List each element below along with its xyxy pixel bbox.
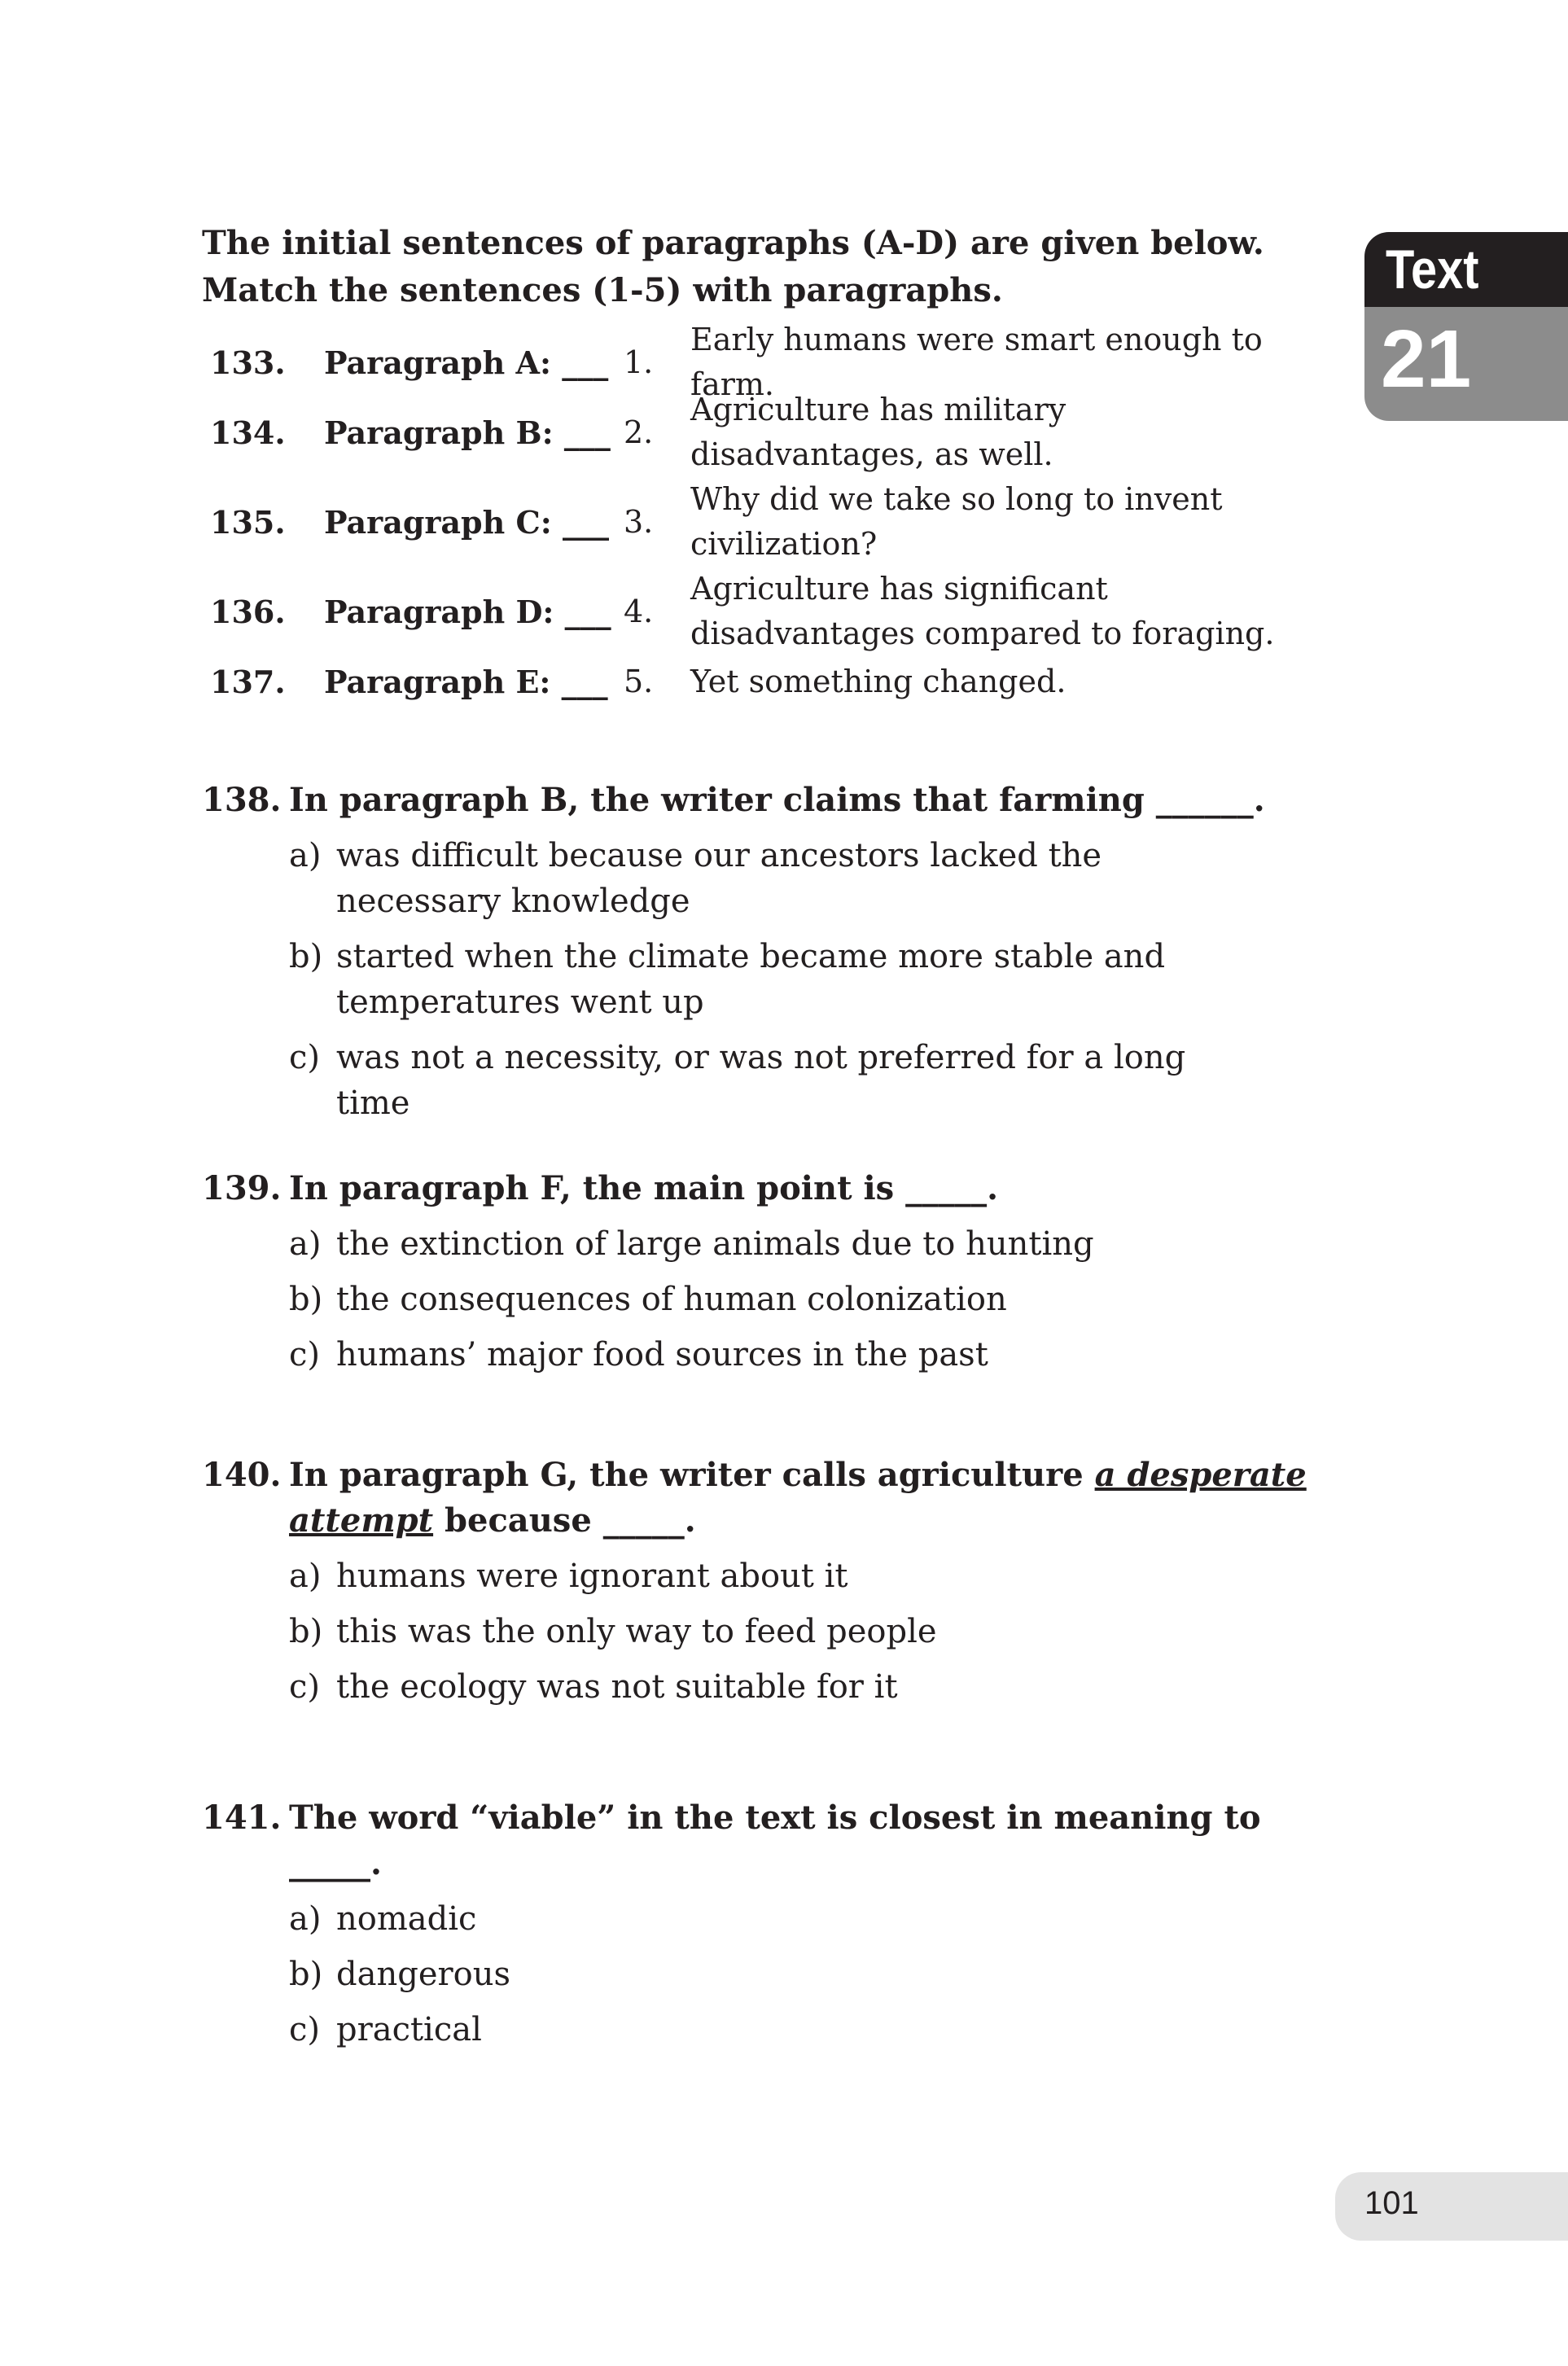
tab-title: Text [1386, 239, 1479, 300]
answer-option[interactable] [289, 1952, 1342, 1997]
question-number: 138. [202, 781, 282, 819]
question-stem [202, 1452, 1342, 1544]
question-text [289, 1452, 1342, 1544]
answer-options [289, 1896, 1342, 2053]
option-text: nomadic [336, 1900, 477, 1938]
stem-before: In paragraph G, the writer calls agriculture [289, 1456, 1095, 1494]
matching-instructions: The initial sentences of paragraphs (A-D) are given below. Match the sentences (1-5) with paragraphs. [202, 224, 1264, 309]
matching-row [210, 567, 1342, 656]
option-letter: a) [289, 1900, 322, 1938]
question-number: 140. [202, 1456, 282, 1494]
paragraph-blank: Paragraph D: ___ [324, 593, 611, 630]
answer-option[interactable] [289, 2007, 1342, 2053]
question-number: 136. [210, 593, 286, 630]
stem-after: because _____. [433, 1501, 696, 1540]
option-text: was not a necessity, or was not preferred for a long time [336, 1039, 1186, 1122]
sentence-text: Early humans were smart enough to farm. [690, 322, 1263, 402]
question-number: 141. [202, 1799, 282, 1837]
option-text: dangerous [336, 1956, 510, 1993]
question-number: 137. [210, 663, 286, 700]
option-letter: a) [289, 1558, 322, 1595]
page-number: 101 [1364, 2185, 1419, 2221]
option-text: humans’ major food sources in the past [336, 1336, 988, 1374]
sentence-number: 1. [624, 344, 654, 380]
page-number-tab [1335, 2172, 1568, 2241]
question-stem [202, 778, 1342, 823]
paragraph-blank: Paragraph B: ___ [324, 414, 611, 451]
answer-option[interactable] [289, 1332, 1342, 1378]
option-letter: a) [289, 837, 322, 874]
sentence-number: 5. [624, 663, 654, 699]
question-number: 139. [202, 1169, 282, 1207]
option-text: humans were ignorant about it [336, 1558, 848, 1595]
answer-option[interactable] [289, 934, 1342, 1025]
option-text: practical [336, 2011, 482, 2048]
matching-row [210, 656, 1342, 707]
answer-option[interactable] [289, 1896, 1342, 1942]
answer-option[interactable] [289, 1277, 1342, 1322]
sentence-text: Agriculture has significant disadvantages compared to foraging. [690, 571, 1275, 651]
answer-options [289, 1221, 1342, 1378]
option-text: was difficult because our ancestors lacked the necessary knowledge [336, 837, 1102, 920]
option-letter: a) [289, 1225, 322, 1263]
paragraph-blank: Paragraph A: ___ [324, 344, 609, 381]
paragraph-blank: Paragraph E: ___ [324, 663, 608, 700]
sentence-number: 3. [624, 503, 654, 540]
option-letter: c) [289, 1668, 321, 1706]
sentence-text: Agriculture has military disadvantages, as well. [690, 392, 1067, 472]
answer-options [289, 1553, 1342, 1710]
question-141 [202, 1795, 1342, 2062]
matching-row [210, 477, 1342, 567]
option-text: this was the only way to feed people [336, 1613, 937, 1650]
answer-option[interactable] [289, 1035, 1342, 1126]
sentence-text: Why did we take so long to invent civilization? [690, 481, 1223, 562]
sentence-text: Yet something changed. [690, 663, 1067, 699]
option-text: the extinction of large animals due to hunting [336, 1225, 1094, 1263]
question-text: The word “viable” in the text is closest in meaning to _____. [289, 1799, 1261, 1882]
option-letter: c) [289, 1336, 321, 1374]
question-text: In paragraph B, the writer claims that farming ______. [289, 781, 1265, 819]
question-140 [202, 1452, 1342, 1720]
option-letter: b) [289, 1956, 323, 1993]
question-number: 135. [210, 503, 286, 541]
text-section-tab [1364, 232, 1568, 421]
answer-option[interactable] [289, 833, 1342, 924]
matching-table [210, 322, 1342, 707]
matching-row [210, 388, 1342, 477]
question-stem [202, 1166, 1342, 1211]
question-number: 133. [210, 344, 286, 381]
answer-option[interactable] [289, 1609, 1342, 1654]
option-text: started when the climate became more stable and temperatures went up [336, 938, 1166, 1021]
question-139 [202, 1166, 1342, 1387]
option-text: the ecology was not suitable for it [336, 1668, 898, 1706]
question-text: In paragraph F, the main point is _____. [289, 1169, 999, 1207]
tab-number: 21 [1381, 313, 1472, 405]
question-stem [202, 1795, 1342, 1886]
stem-emphasis: a desperate attempt [289, 1456, 1307, 1540]
answer-option[interactable] [289, 1664, 1342, 1710]
sentence-number: 4. [624, 593, 654, 629]
answer-options [289, 833, 1342, 1126]
option-letter: b) [289, 938, 323, 975]
answer-option[interactable] [289, 1221, 1342, 1267]
paragraph-blank: Paragraph C: ___ [324, 503, 609, 541]
question-number: 134. [210, 414, 286, 451]
answer-option[interactable] [289, 1553, 1342, 1599]
option-letter: c) [289, 1039, 321, 1076]
sentence-number: 2. [624, 414, 654, 450]
question-138 [202, 778, 1342, 1136]
option-letter: b) [289, 1281, 323, 1318]
option-text: the consequences of human colonization [336, 1281, 1007, 1318]
option-letter: b) [289, 1613, 323, 1650]
option-letter: c) [289, 2011, 321, 2048]
matching-row [210, 322, 1342, 402]
